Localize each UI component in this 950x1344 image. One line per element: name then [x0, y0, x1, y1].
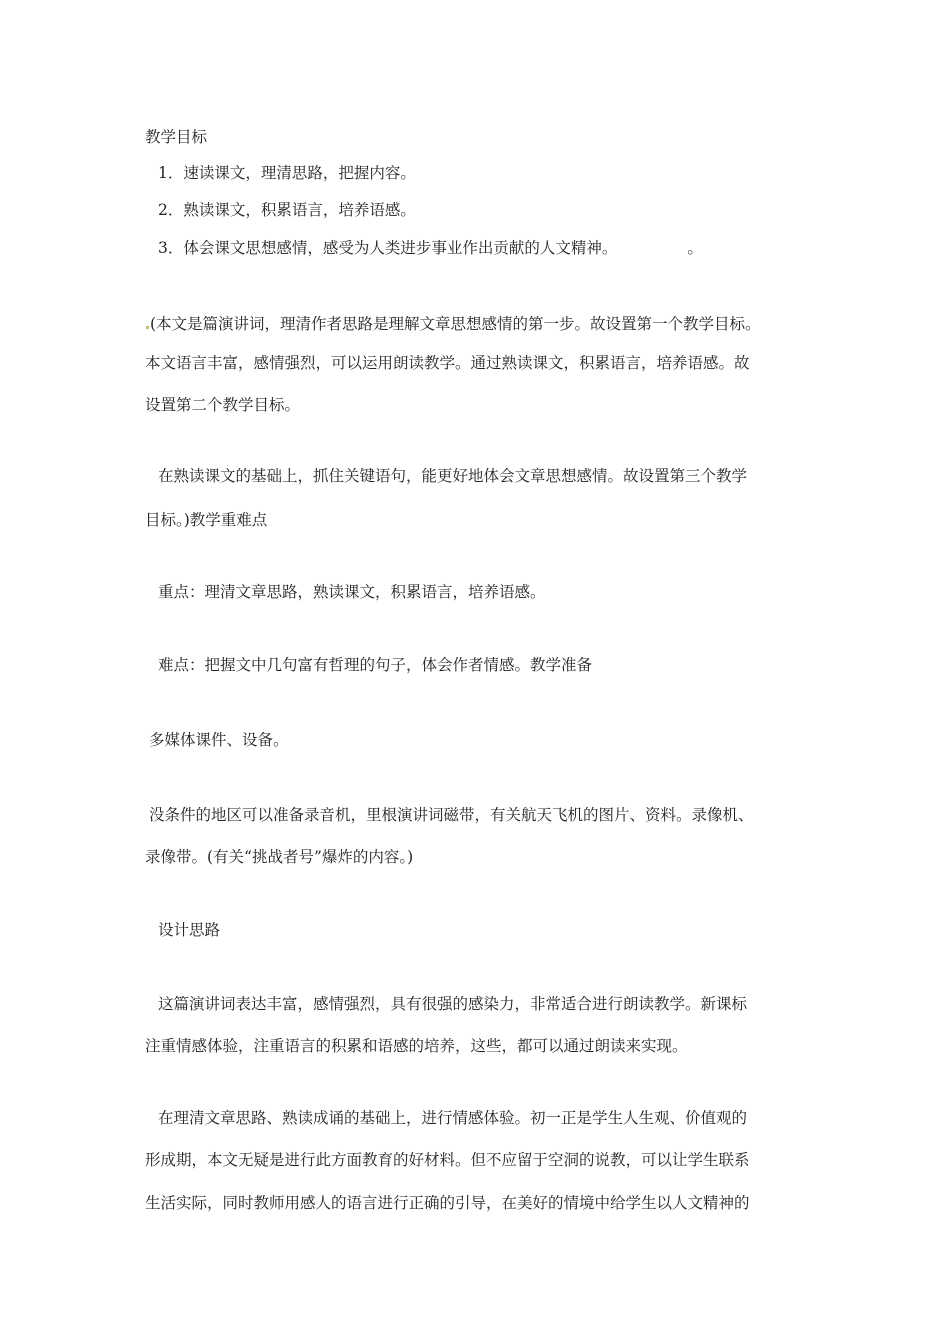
key-point: 重点：理清文章思路，熟读课文，积累语言，培养语感。: [158, 583, 546, 601]
preparation-line-3: 录像带。(有关“挑战者号”爆炸的内容。): [145, 848, 414, 866]
objective-item-3: [158, 238, 828, 258]
rationale2-line-2: 目标。)教学重难点: [145, 511, 268, 529]
objective-item-2: 2．熟读课文，积累语言，培养语感。: [158, 201, 416, 219]
heading-design-approach: 设计思路: [158, 921, 221, 939]
rationale-line-1-text: (本文是篇演讲词，理清作者思路是理解文章思想感情的第一步。故设置第一个教学目标。: [150, 315, 761, 333]
objective-item-3-text: 3．体会课文思想感情，感受为人类进步事业作出贡献的人文精神。: [158, 239, 618, 257]
stray-mark: [146, 326, 149, 329]
heading-teaching-objectives: 教学目标: [145, 128, 208, 146]
rationale-line-2: 本文语言丰富，感情强烈，可以运用朗读教学。通过熟读课文，积累语言，培养语感。故: [145, 354, 750, 372]
rationale-line-1: [145, 314, 815, 334]
design2-line-3: 生活实际，同时教师用感人的语言进行正确的引导，在美好的情境中给学生以人文精神的: [145, 1194, 750, 1212]
objective-item-3-tail: 。: [687, 239, 703, 257]
objective-item-1: 1．速读课文，理清思路，把握内容。: [158, 164, 416, 182]
design2-line-1: 在理清文章思路、熟读成诵的基础上，进行情感体验。初一正是学生人生观、价值观的: [158, 1109, 748, 1127]
preparation-line-1: 多媒体课件、设备。: [149, 731, 289, 749]
preparation-line-2: 没条件的地区可以准备录音机，里根演讲词磁带，有关航天飞机的图片、资料。录像机、: [149, 806, 754, 824]
design2-line-2: 形成期，本文无疑是进行此方面教育的好材料。但不应留于空洞的说教，可以让学生联系: [145, 1151, 750, 1169]
difficult-point: 难点：把握文中几句富有哲理的句子，体会作者情感。教学准备: [158, 656, 593, 674]
design-line-2: 注重情感体验，注重语言的积累和语感的培养，这些，都可以通过朗读来实现。: [145, 1037, 688, 1055]
rationale-line-3: 设置第二个教学目标。: [145, 396, 301, 414]
design-line-1: 这篇演讲词表达丰富，感情强烈，具有很强的感染力，非常适合进行朗读教学。新课标: [158, 995, 748, 1013]
rationale2-line-1: 在熟读课文的基础上，抓住关键语句，能更好地体会文章思想感情。故设置第三个教学: [158, 467, 748, 485]
